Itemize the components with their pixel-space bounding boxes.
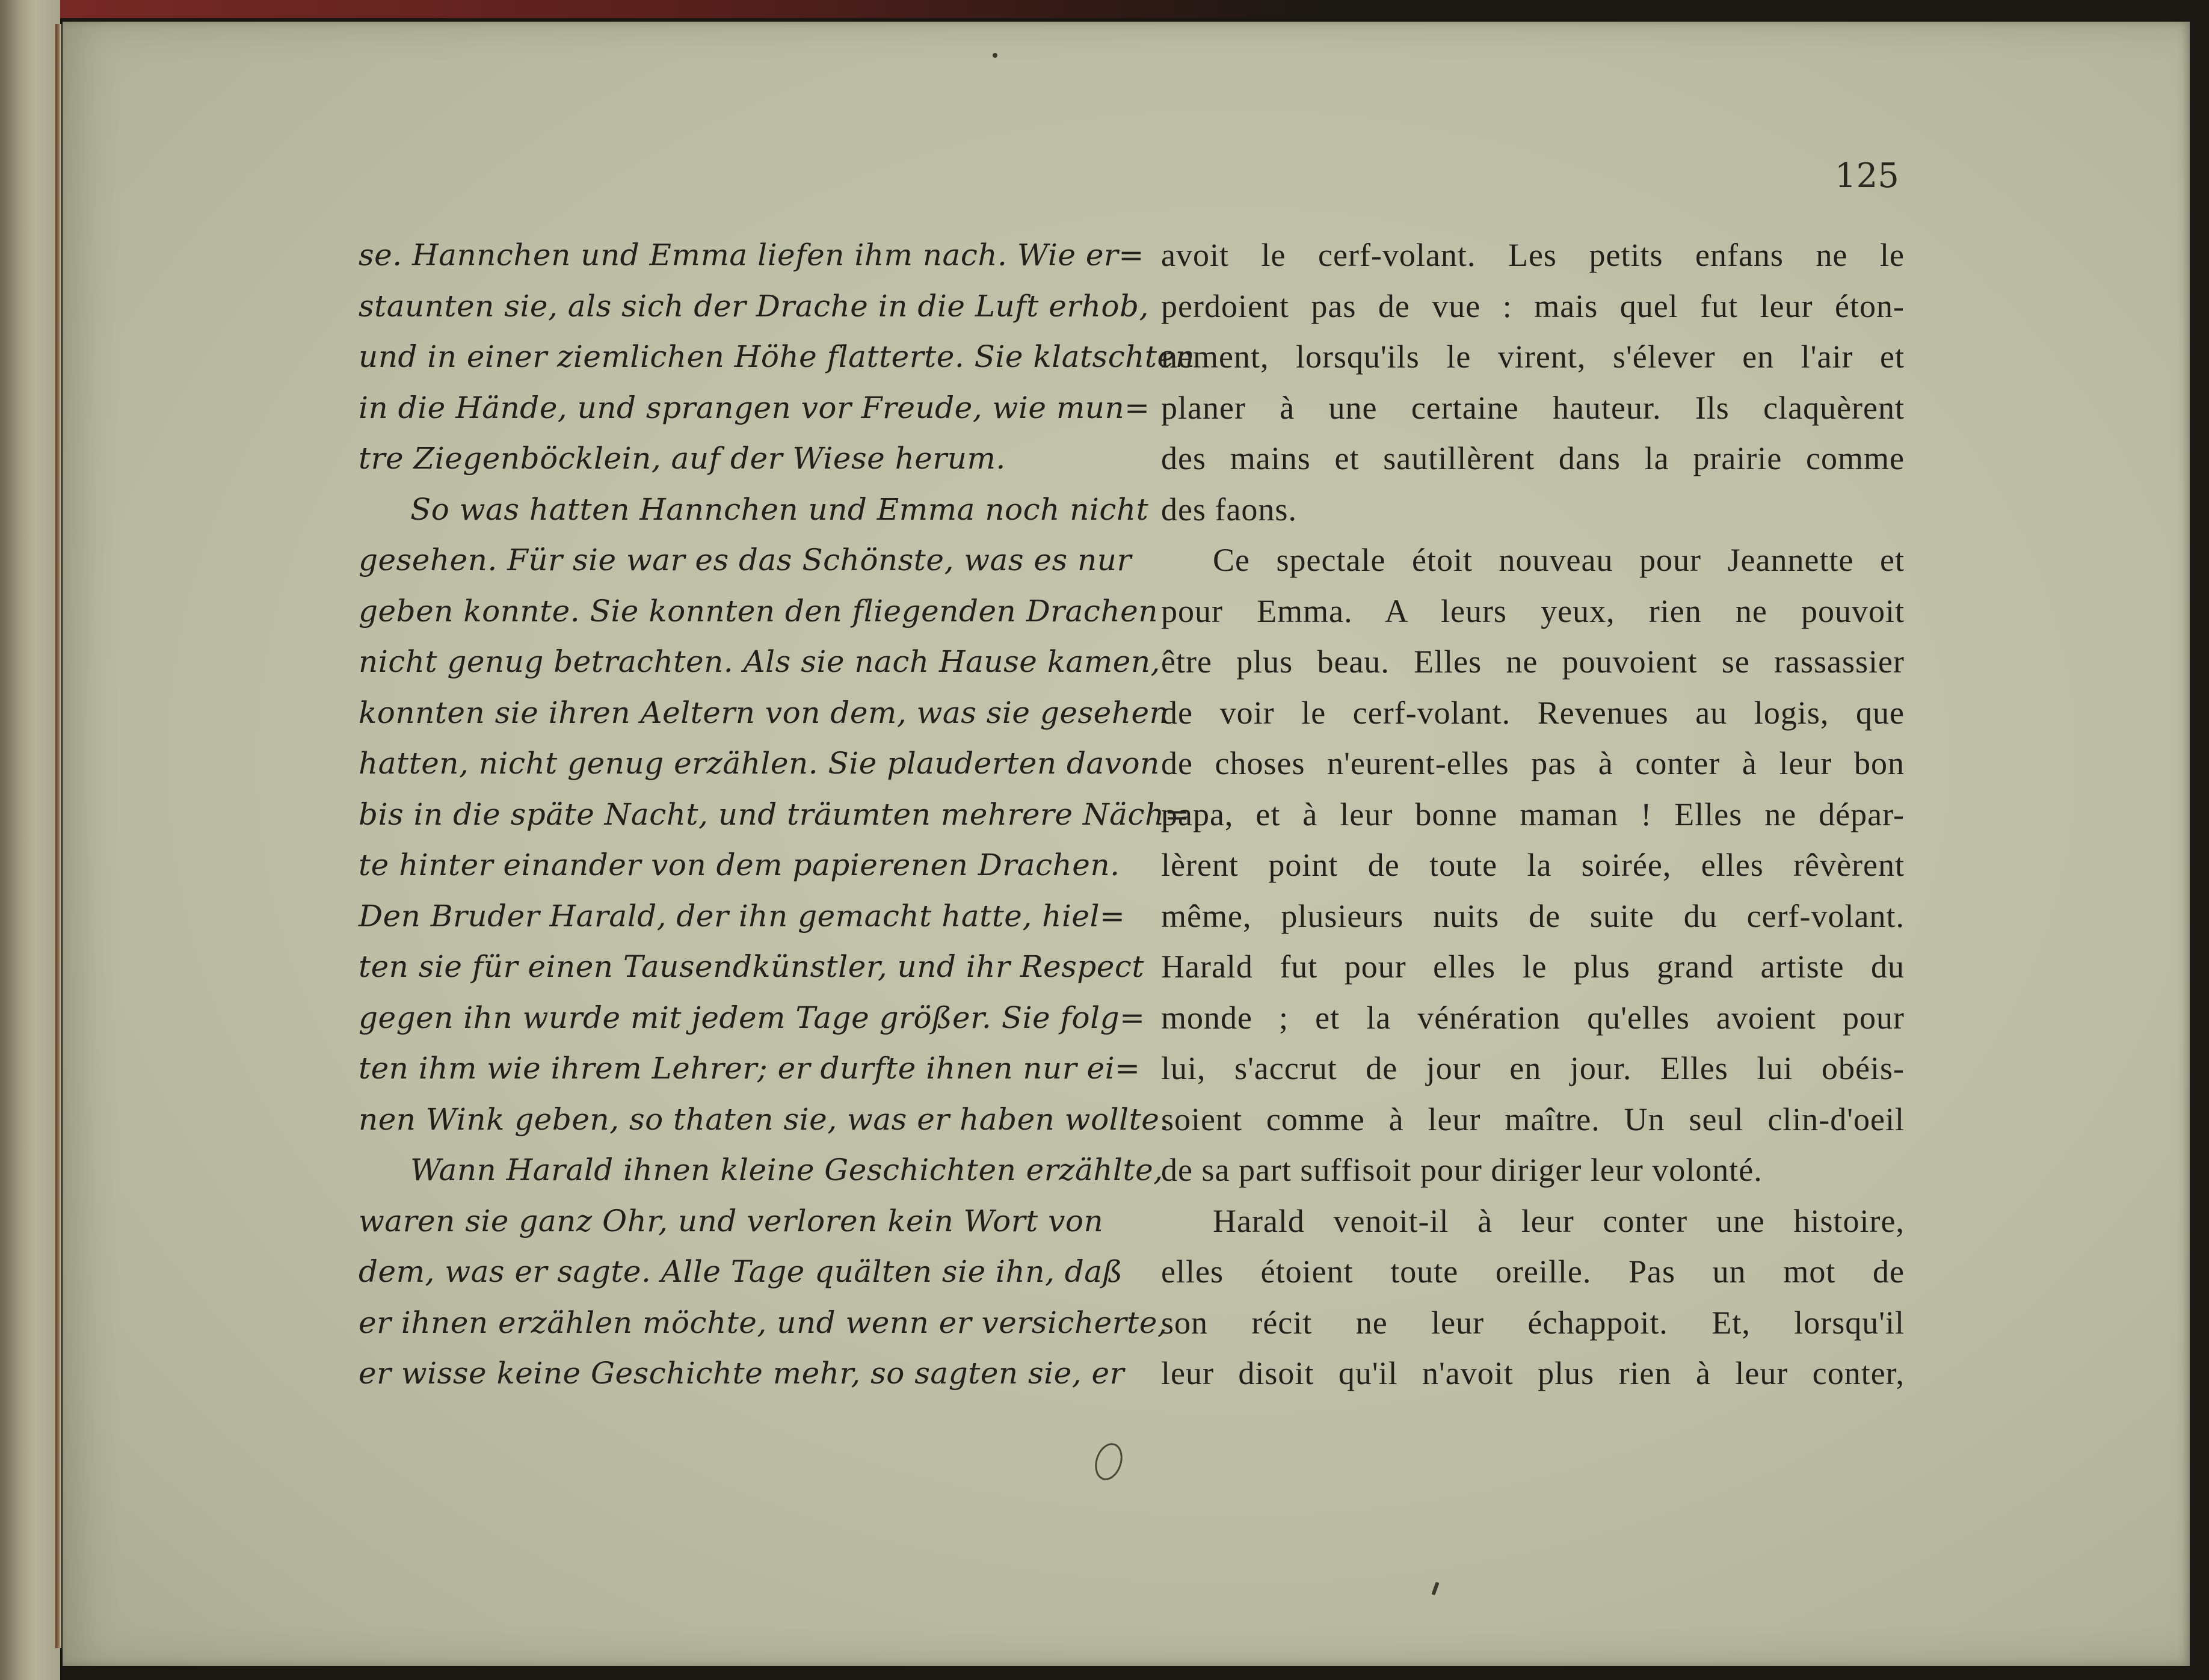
pencil-mark <box>1088 1438 1130 1486</box>
german-line: Den Bruder Harald, der ihn gemacht hatte, hiel= <box>359 898 1126 934</box>
german-line: geben konnte. Sie konnten den fliegenden Drachen <box>359 593 1158 629</box>
book-cover-edge <box>0 0 2209 18</box>
german-line: Wann Harald ihnen kleine Geschichten erzählte, <box>410 1152 1163 1187</box>
book-binding <box>0 0 60 1680</box>
french-line: de voir le cerf-volant. Revenues au logis, que <box>1161 694 1905 731</box>
french-line: lui, s'accrut de jour en jour. Elles lui obéis- <box>1161 1050 1905 1086</box>
french-line: lèrent point de toute la soirée, elles rêvèrent <box>1161 847 1905 883</box>
french-line: son récit ne leur échappoit. Et, lorsqu'il <box>1161 1304 1905 1341</box>
german-line: konnten sie ihren Aeltern von dem, was sie gesehen <box>359 695 1169 730</box>
german-line: dem, was er sagte. Alle Tage quälten sie ihn, daß <box>359 1254 1123 1289</box>
french-line: Harald venoit-il à leur conter une histoire, <box>1213 1202 1905 1239</box>
french-line: soient comme à leur maître. Un seul clin-d'oeil <box>1161 1101 1905 1137</box>
german-line: er ihnen erzählen möchte, und wenn er versicherte, <box>359 1305 1168 1340</box>
german-line: staunten sie, als sich der Drache in die Luft erhob, <box>359 288 1149 324</box>
german-line: gesehen. Für sie war es das Schönste, was es nur <box>359 543 1132 577</box>
german-line: in die Hände, und sprangen vor Freude, wie mun= <box>359 390 1150 425</box>
german-text-column <box>359 230 1195 1399</box>
french-line: être plus beau. Elles ne pouvoient se rassassier <box>1161 644 1905 680</box>
german-line: se. Hannchen und Emma liefen ihm nach. Wie er= <box>359 238 1144 272</box>
german-line: ten sie für einen Tausendkünstler, und ihr Respect <box>359 949 1144 984</box>
french-line: monde ; et la vénération qu'elles avoient pour <box>1161 999 1905 1036</box>
german-line: ten ihm wie ihrem Lehrer; er durfte ihnen nur ei= <box>359 1051 1141 1086</box>
french-text-column <box>1161 230 1905 1399</box>
french-line: nement, lorsqu'ils le virent, s'élever en l'air et <box>1161 339 1905 375</box>
french-line: de sa part suffisoit pour diriger leur volonté. <box>1161 1152 1763 1188</box>
german-line: waren sie ganz Ohr, und verloren kein Wort von <box>359 1203 1104 1238</box>
paper-speck <box>993 53 997 58</box>
french-line: papa, et à leur bonne maman ! Elles ne dépar- <box>1161 796 1905 832</box>
german-line: und in einer ziemlichen Höhe flatterte. Sie klatschten <box>359 339 1195 374</box>
german-line: gegen ihn wurde mit jedem Tage größer. Sie folg= <box>359 1000 1145 1035</box>
french-line: des mains et sautillèrent dans la prairie comme <box>1161 440 1905 476</box>
french-line: leur disoit qu'il n'avoit plus rien à leur conter, <box>1161 1355 1905 1391</box>
page-number: 125 <box>1835 156 1899 195</box>
french-line: elles étoient toute oreille. Pas un mot de <box>1161 1254 1905 1290</box>
german-line: So was hatten Hannchen und Emma noch nicht <box>410 491 1149 527</box>
french-line: de choses n'eurent-elles pas à conter à leur bon <box>1161 745 1905 781</box>
german-line: tre Ziegenböcklein, auf der Wiese herum. <box>359 441 1006 476</box>
french-line: pour Emma. A leurs yeux, rien ne pouvoit <box>1161 592 1905 629</box>
german-line: nen Wink geben, so thaten sie, was er haben wollte. <box>359 1101 1169 1137</box>
french-line: des faons. <box>1161 491 1297 528</box>
french-line: même, plusieurs nuits de suite du cerf-volant. <box>1161 897 1905 934</box>
french-line: Ce spectale étoit nouveau pour Jeannette et <box>1213 542 1905 578</box>
french-line: Harald fut pour elles le plus grand artiste du <box>1161 949 1905 985</box>
german-line: nicht genug betrachten. Als sie nach Hause kamen, <box>359 644 1160 679</box>
german-line: te hinter einander von dem papierenen Drachen. <box>359 848 1120 882</box>
french-line: avoit le cerf-volant. Les petits enfans ne le <box>1161 237 1905 273</box>
french-line: perdoient pas de vue : mais quel fut leur éton- <box>1161 288 1905 324</box>
german-line: hatten, nicht genug erzählen. Sie plauderten davon <box>359 746 1160 781</box>
german-line: bis in die späte Nacht, und träumten mehrere Näch= <box>359 796 1191 832</box>
german-line: er wisse keine Geschichte mehr, so sagten sie, er <box>359 1356 1125 1391</box>
binding-fold <box>55 24 61 1648</box>
french-line: planer à une certaine hauteur. Ils claquèrent <box>1161 389 1905 426</box>
